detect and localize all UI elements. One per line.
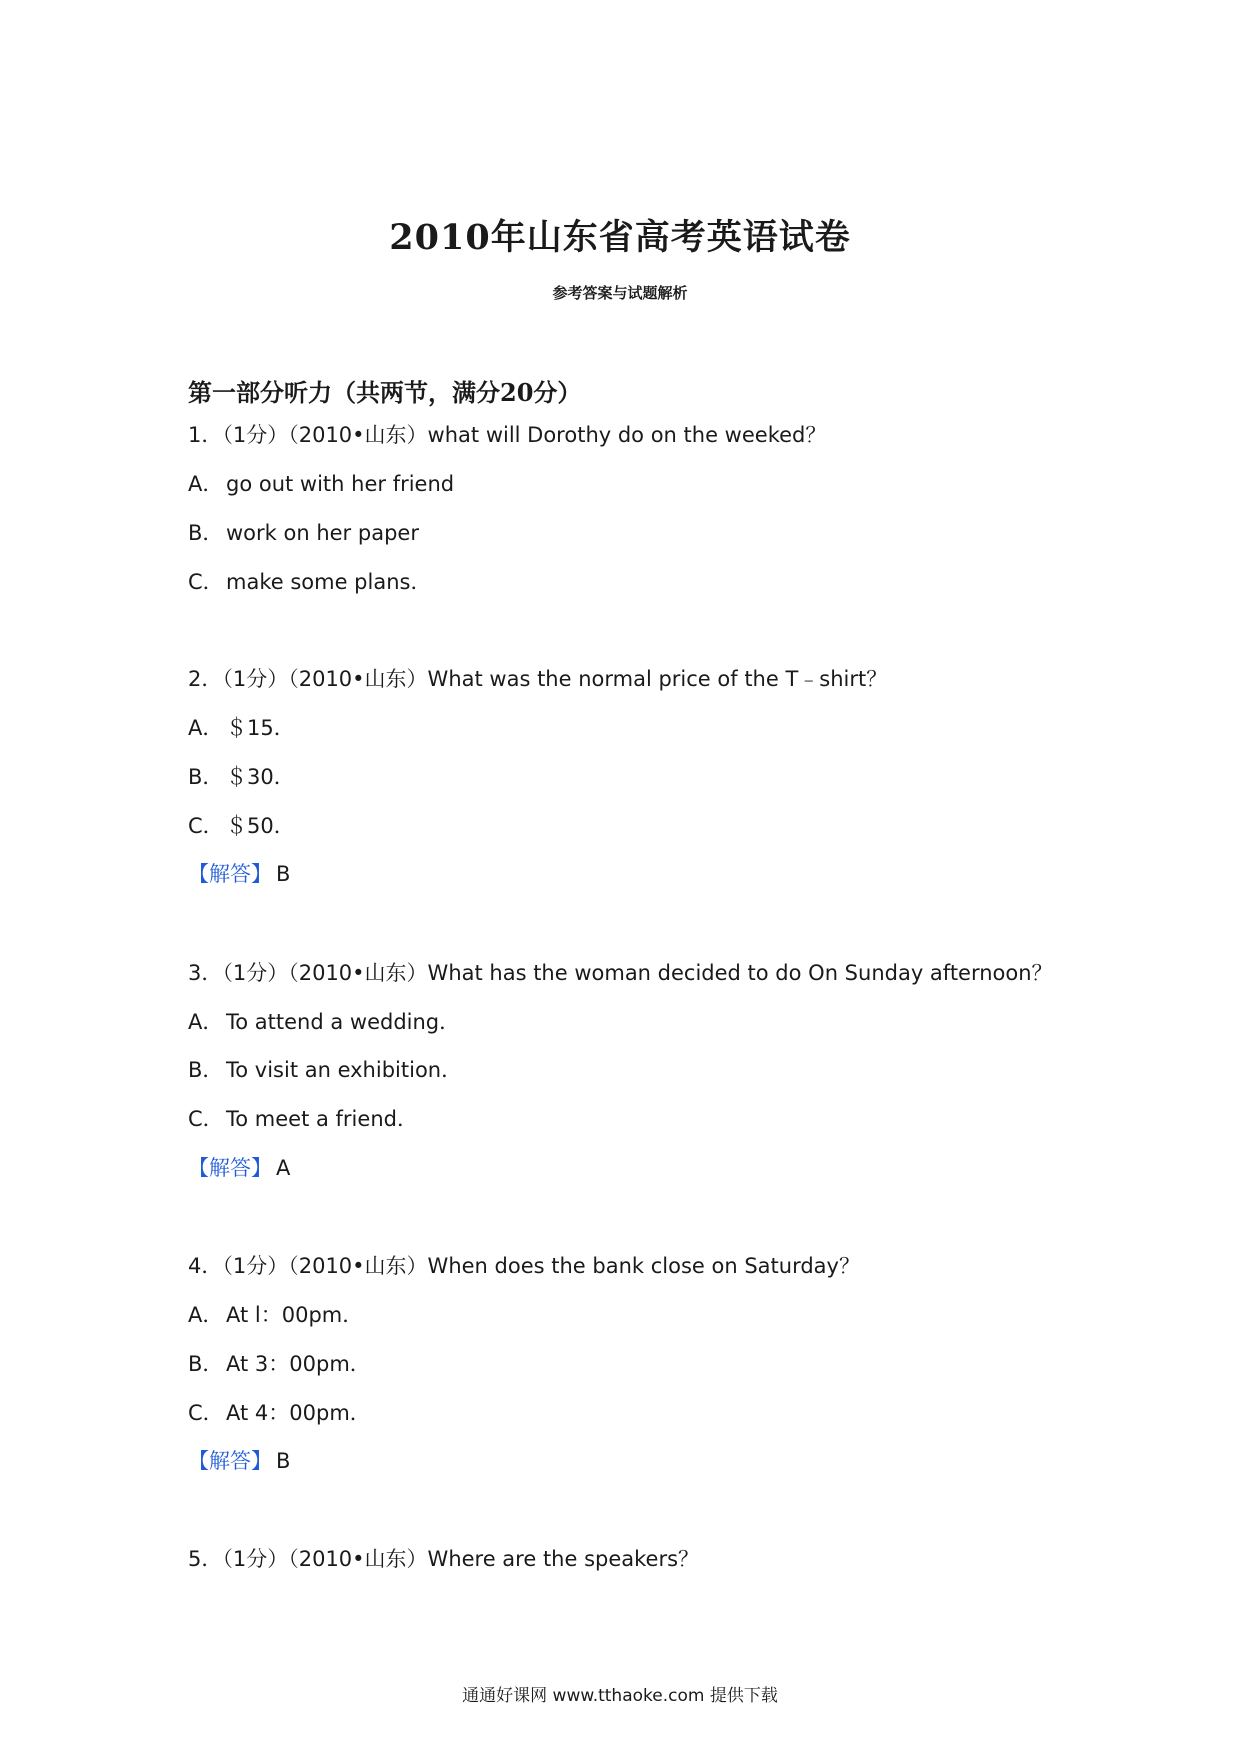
option	[188, 472, 454, 497]
option-letter: B．	[188, 521, 224, 545]
page-title: 2010年山东省高考英语试卷	[389, 217, 851, 258]
answer-tag: 【解答】	[188, 1156, 272, 1180]
option-text: At 4：00pm．	[226, 1401, 371, 1425]
option-text: ＄15．	[226, 716, 295, 740]
option	[188, 521, 419, 546]
option	[188, 1010, 460, 1035]
option-letter: C．	[188, 814, 224, 838]
option	[188, 765, 295, 790]
answer-line	[188, 862, 290, 887]
option	[188, 716, 295, 741]
option-text: To meet a friend．	[226, 1107, 418, 1131]
option-letter: C．	[188, 1107, 224, 1131]
option-text: At 3：00pm．	[226, 1352, 371, 1376]
option-letter: C．	[188, 570, 224, 594]
option-letter: B．	[188, 765, 224, 789]
question-stem: 5．（1分）（2010•山东）Where are the speakers？	[188, 1547, 700, 1571]
answer-line	[188, 1156, 290, 1181]
option-text: At l：00pm．	[226, 1303, 364, 1327]
option-text: make some plans．	[226, 570, 432, 594]
answer-value: B	[276, 862, 291, 886]
option-text: ＄30．	[226, 765, 295, 789]
option-text: go out with her friend	[226, 472, 455, 496]
option	[188, 1352, 371, 1377]
option-letter: A．	[188, 716, 224, 740]
option-text: ＄50．	[226, 814, 295, 838]
question-stem: 4．（1分）（2010•山东）When does the bank close on Saturday？	[188, 1254, 860, 1278]
page-subtitle: 参考答案与试题解析	[552, 284, 688, 302]
option-letter: A．	[188, 472, 224, 496]
section-heading: 第一部分听力（共两节，满分20分）	[188, 378, 582, 407]
option-letter: A．	[188, 1303, 224, 1327]
option	[188, 1058, 462, 1083]
answer-value: A	[276, 1156, 291, 1180]
option	[188, 1303, 363, 1328]
option-letter: A．	[188, 1010, 224, 1034]
answer-line	[188, 1449, 290, 1474]
page-footer: 通通好课网 www.tthaoke.com 提供下载	[462, 1686, 778, 1706]
option	[188, 1401, 371, 1426]
option	[188, 814, 295, 839]
option-letter: B．	[188, 1352, 224, 1376]
question-stem: 1．（1分）（2010•山东）what will Dorothy do on the weeked？	[188, 423, 827, 447]
option-letter: B．	[188, 1058, 224, 1082]
question-stem: 3．（1分）（2010•山东）What has the woman decided to do On Sunday afternoon？	[188, 961, 1053, 985]
option	[188, 570, 431, 595]
option-text: To visit an exhibition．	[226, 1058, 463, 1082]
question-stem: 2．（1分）（2010•山东）What was the normal price of the T﹣shirt？	[188, 667, 888, 691]
option-text: work on her paper	[226, 521, 419, 545]
option-text: To attend a wedding．	[226, 1010, 461, 1034]
answer-tag: 【解答】	[188, 862, 272, 886]
option-letter: C．	[188, 1401, 224, 1425]
answer-tag: 【解答】	[188, 1449, 272, 1473]
option	[188, 1107, 418, 1132]
answer-value: B	[276, 1449, 291, 1473]
